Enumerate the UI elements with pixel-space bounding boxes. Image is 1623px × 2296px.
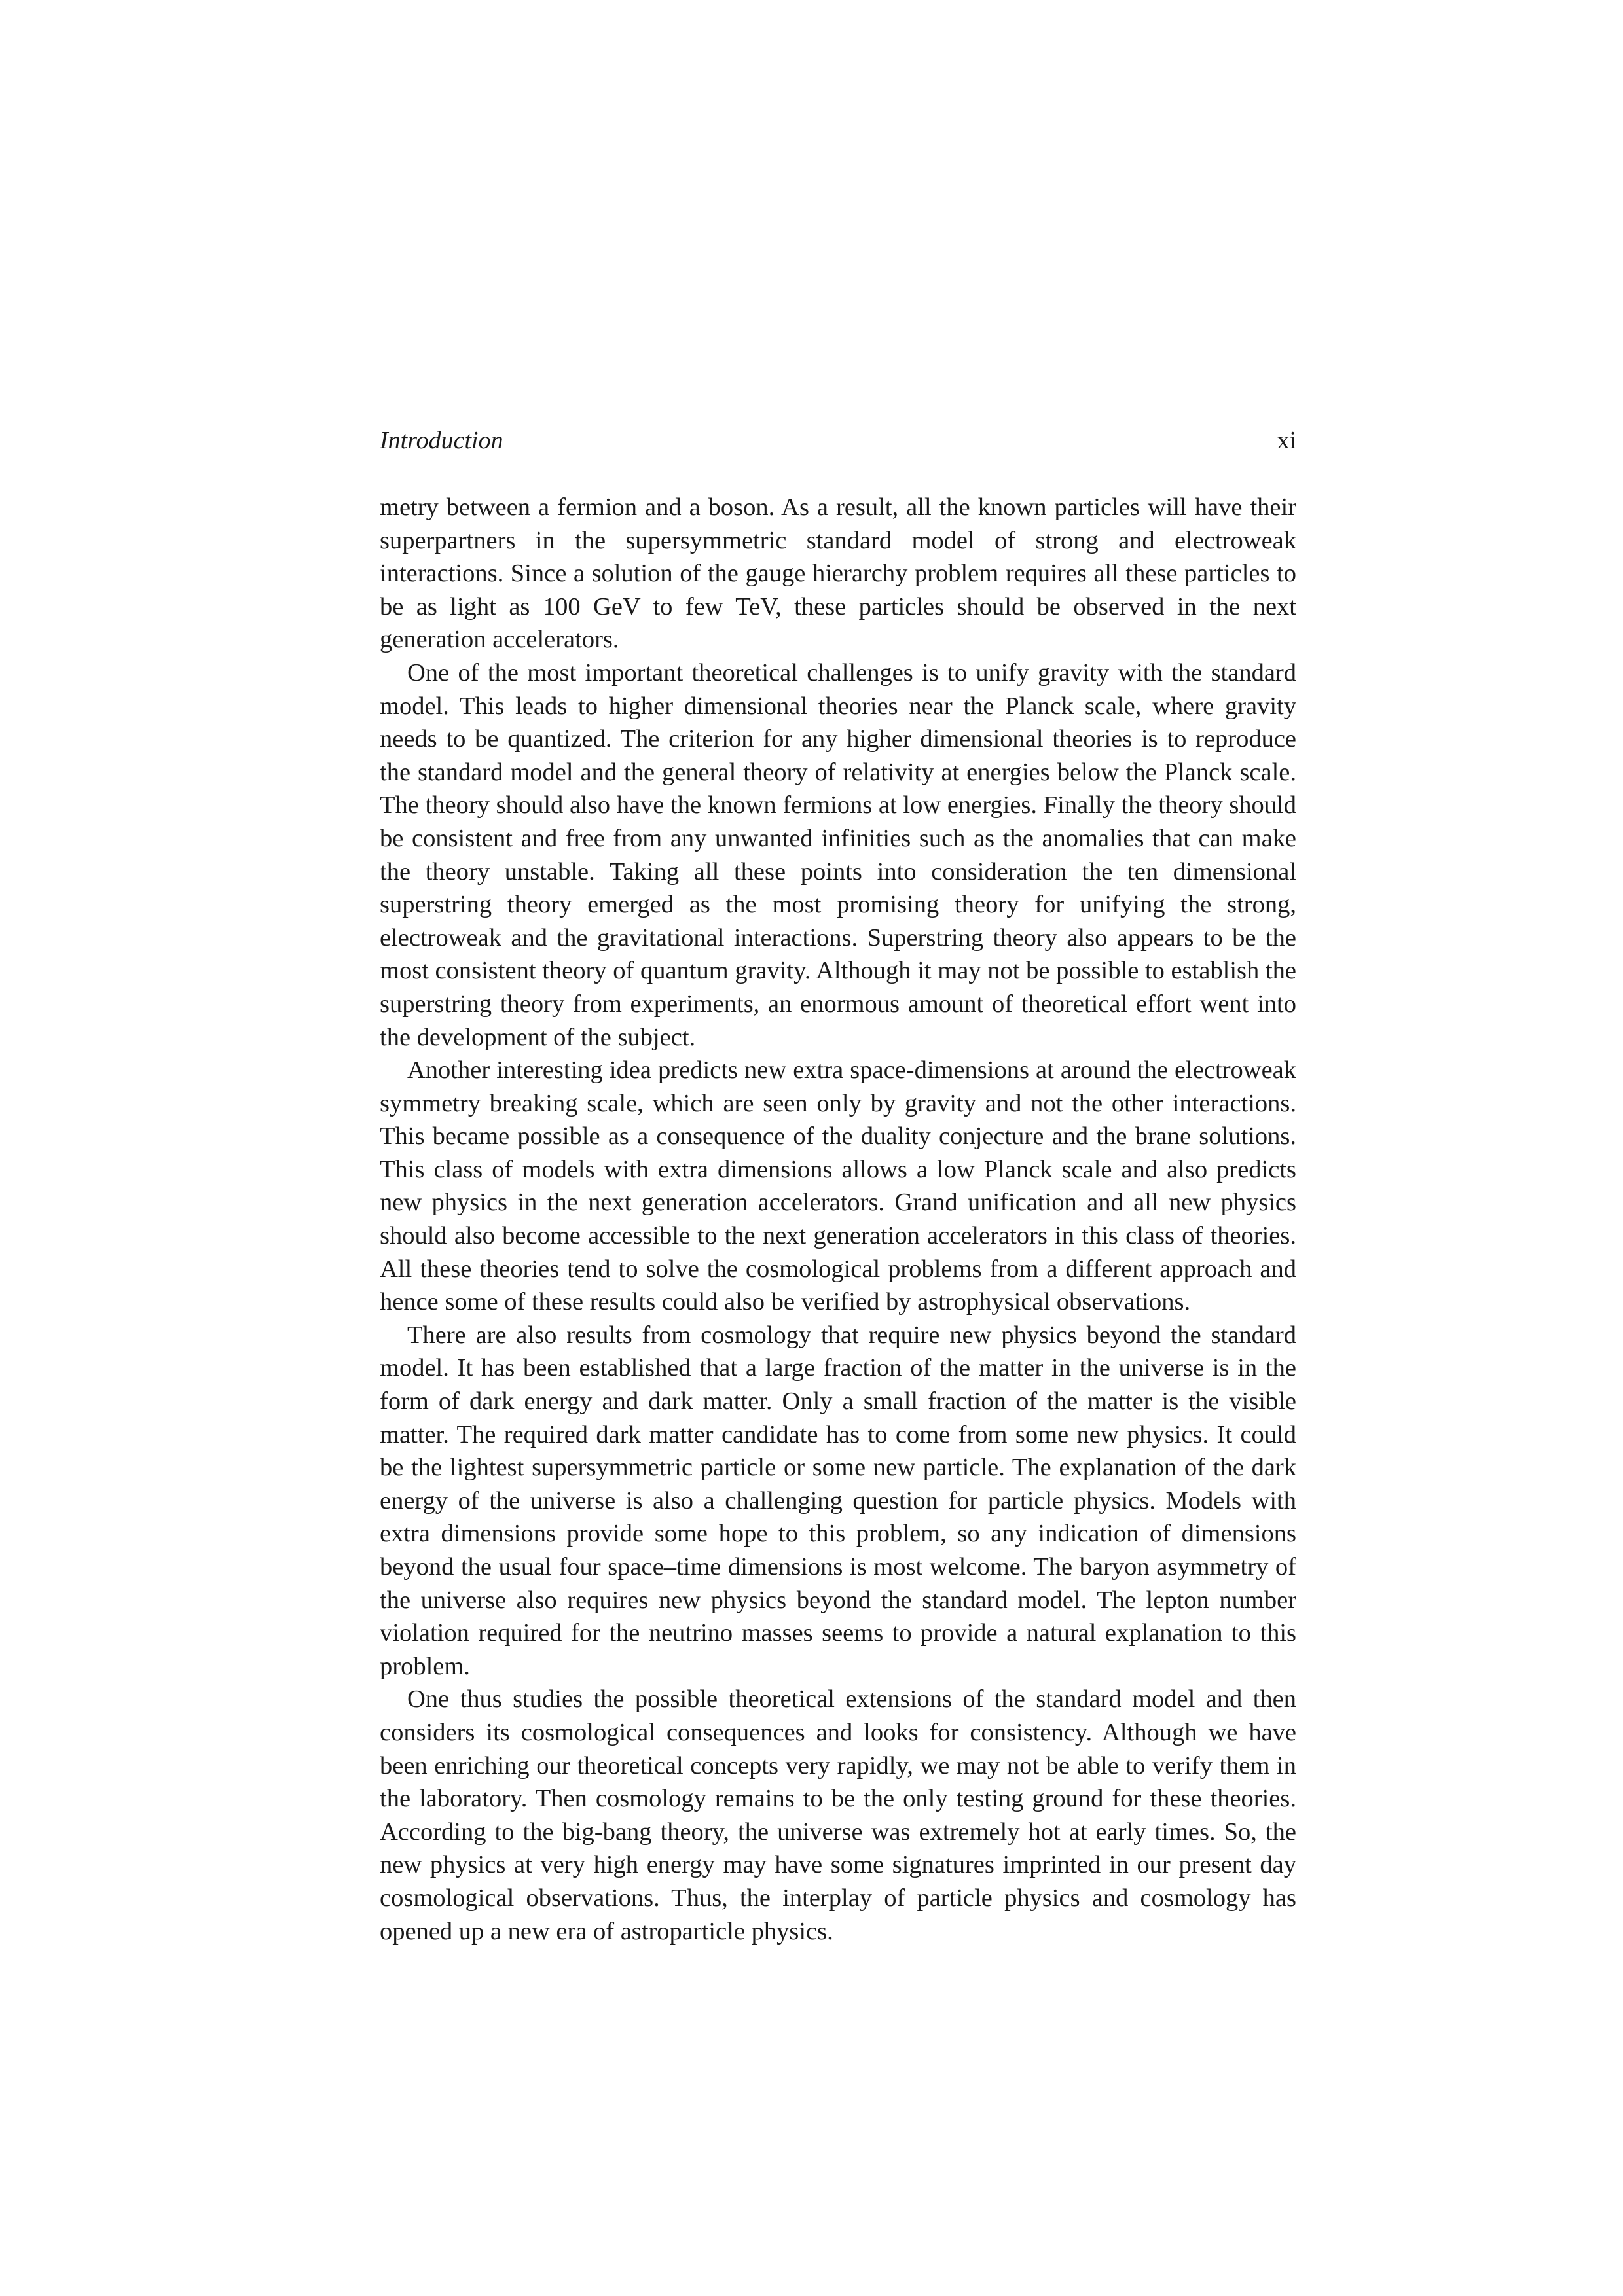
running-title: Introduction <box>380 427 503 454</box>
paragraph-astroparticle: One thus studies the possible theoretical extensions of the standard model and then considers its cosmological consequences and looks for consistency. Although we have been enriching our theoretical concepts very rapidly, we may not be able to verify them in the laboratory. Then cosmology remains to be the only testing ground for these theories. According to the big-bang theory, the universe was extremely hot at early times. So, the new physics at very high energy may have some signatures imprinted in our present day cosmological observations. Thus, the interplay of particle physics and cosmology has opened up a new era of astroparticle physics. <box>380 1685 1296 1945</box>
paragraph-continuation: metry between a fermion and a boson. As a result, all the known particles will have their superpartners in the supersymmetric standard model of strong and electroweak interactions. Since a solution of the gauge hierarchy problem requires all these particles to be as light as 100 GeV to few TeV, these particles should be observed in the next generation accelerators. <box>380 493 1296 654</box>
body-text <box>380 491 1296 1948</box>
page-number: xi <box>1277 427 1296 454</box>
running-head <box>380 424 1296 457</box>
paragraph-cosmology: There are also results from cosmology that require new physics beyond the standard model. It has been established that a large fraction of the matter in the universe is in the form of dark energy and dark matter. Only a small fraction of the matter is the visible matter. The required dark matter candidate has to come from some new physics. It could be the lightest supersymmetric particle or some new particle. The explanation of the dark energy of the universe is also a challenging question for particle physics. Models with extra dimensions provide some hope to this problem, so any indication of dimensions beyond the usual four space–time dimensions is most welcome. The baryon asymmetry of the universe also requires new physics beyond the standard model. The lepton number violation required for the neutrino masses seems to provide a natural explanation to this problem. <box>380 1321 1296 1680</box>
paragraph-extra-dimensions: Another interesting idea predicts new extra space-dimensions at around the electroweak symmetry breaking scale, which are seen only by gravity and not the other interactions. This became possible as a consequence of the duality conjecture and the brane solutions. This class of models with extra dimensions allows a low Planck scale and also predicts new physics in the next generation accelerators. Grand unification and all new physics should also become accessible to the next generation accelerators in this class of theories. All these theories tend to solve the cosmological problems from a different approach and hence some of these results could also be verified by astrophysical observations. <box>380 1056 1296 1316</box>
paragraph-unify-gravity: One of the most important theoretical challenges is to unify gravity with the standard model. This leads to higher dimensional theories near the Planck scale, where gravity needs to be quantized. The criterion for any higher dimensional theories is to reproduce the standard model and the general theory of relativity at energies below the Planck scale. The theory should also have the known fermions at low energies. Finally the theory should be consistent and free from any unwanted infinities such as the anomalies that can make the theory unstable. Taking all these points into consideration the ten dimensional superstring theory emerged as the most promising theory for unifying the strong, electroweak and the gravitational interactions. Superstring theory also appears to be the most consistent theory of quantum gravity. Although it may not be possible to establish the superstring theory from experiments, an enormous amount of theoretical effort went into the development of the subject. <box>380 658 1296 1051</box>
